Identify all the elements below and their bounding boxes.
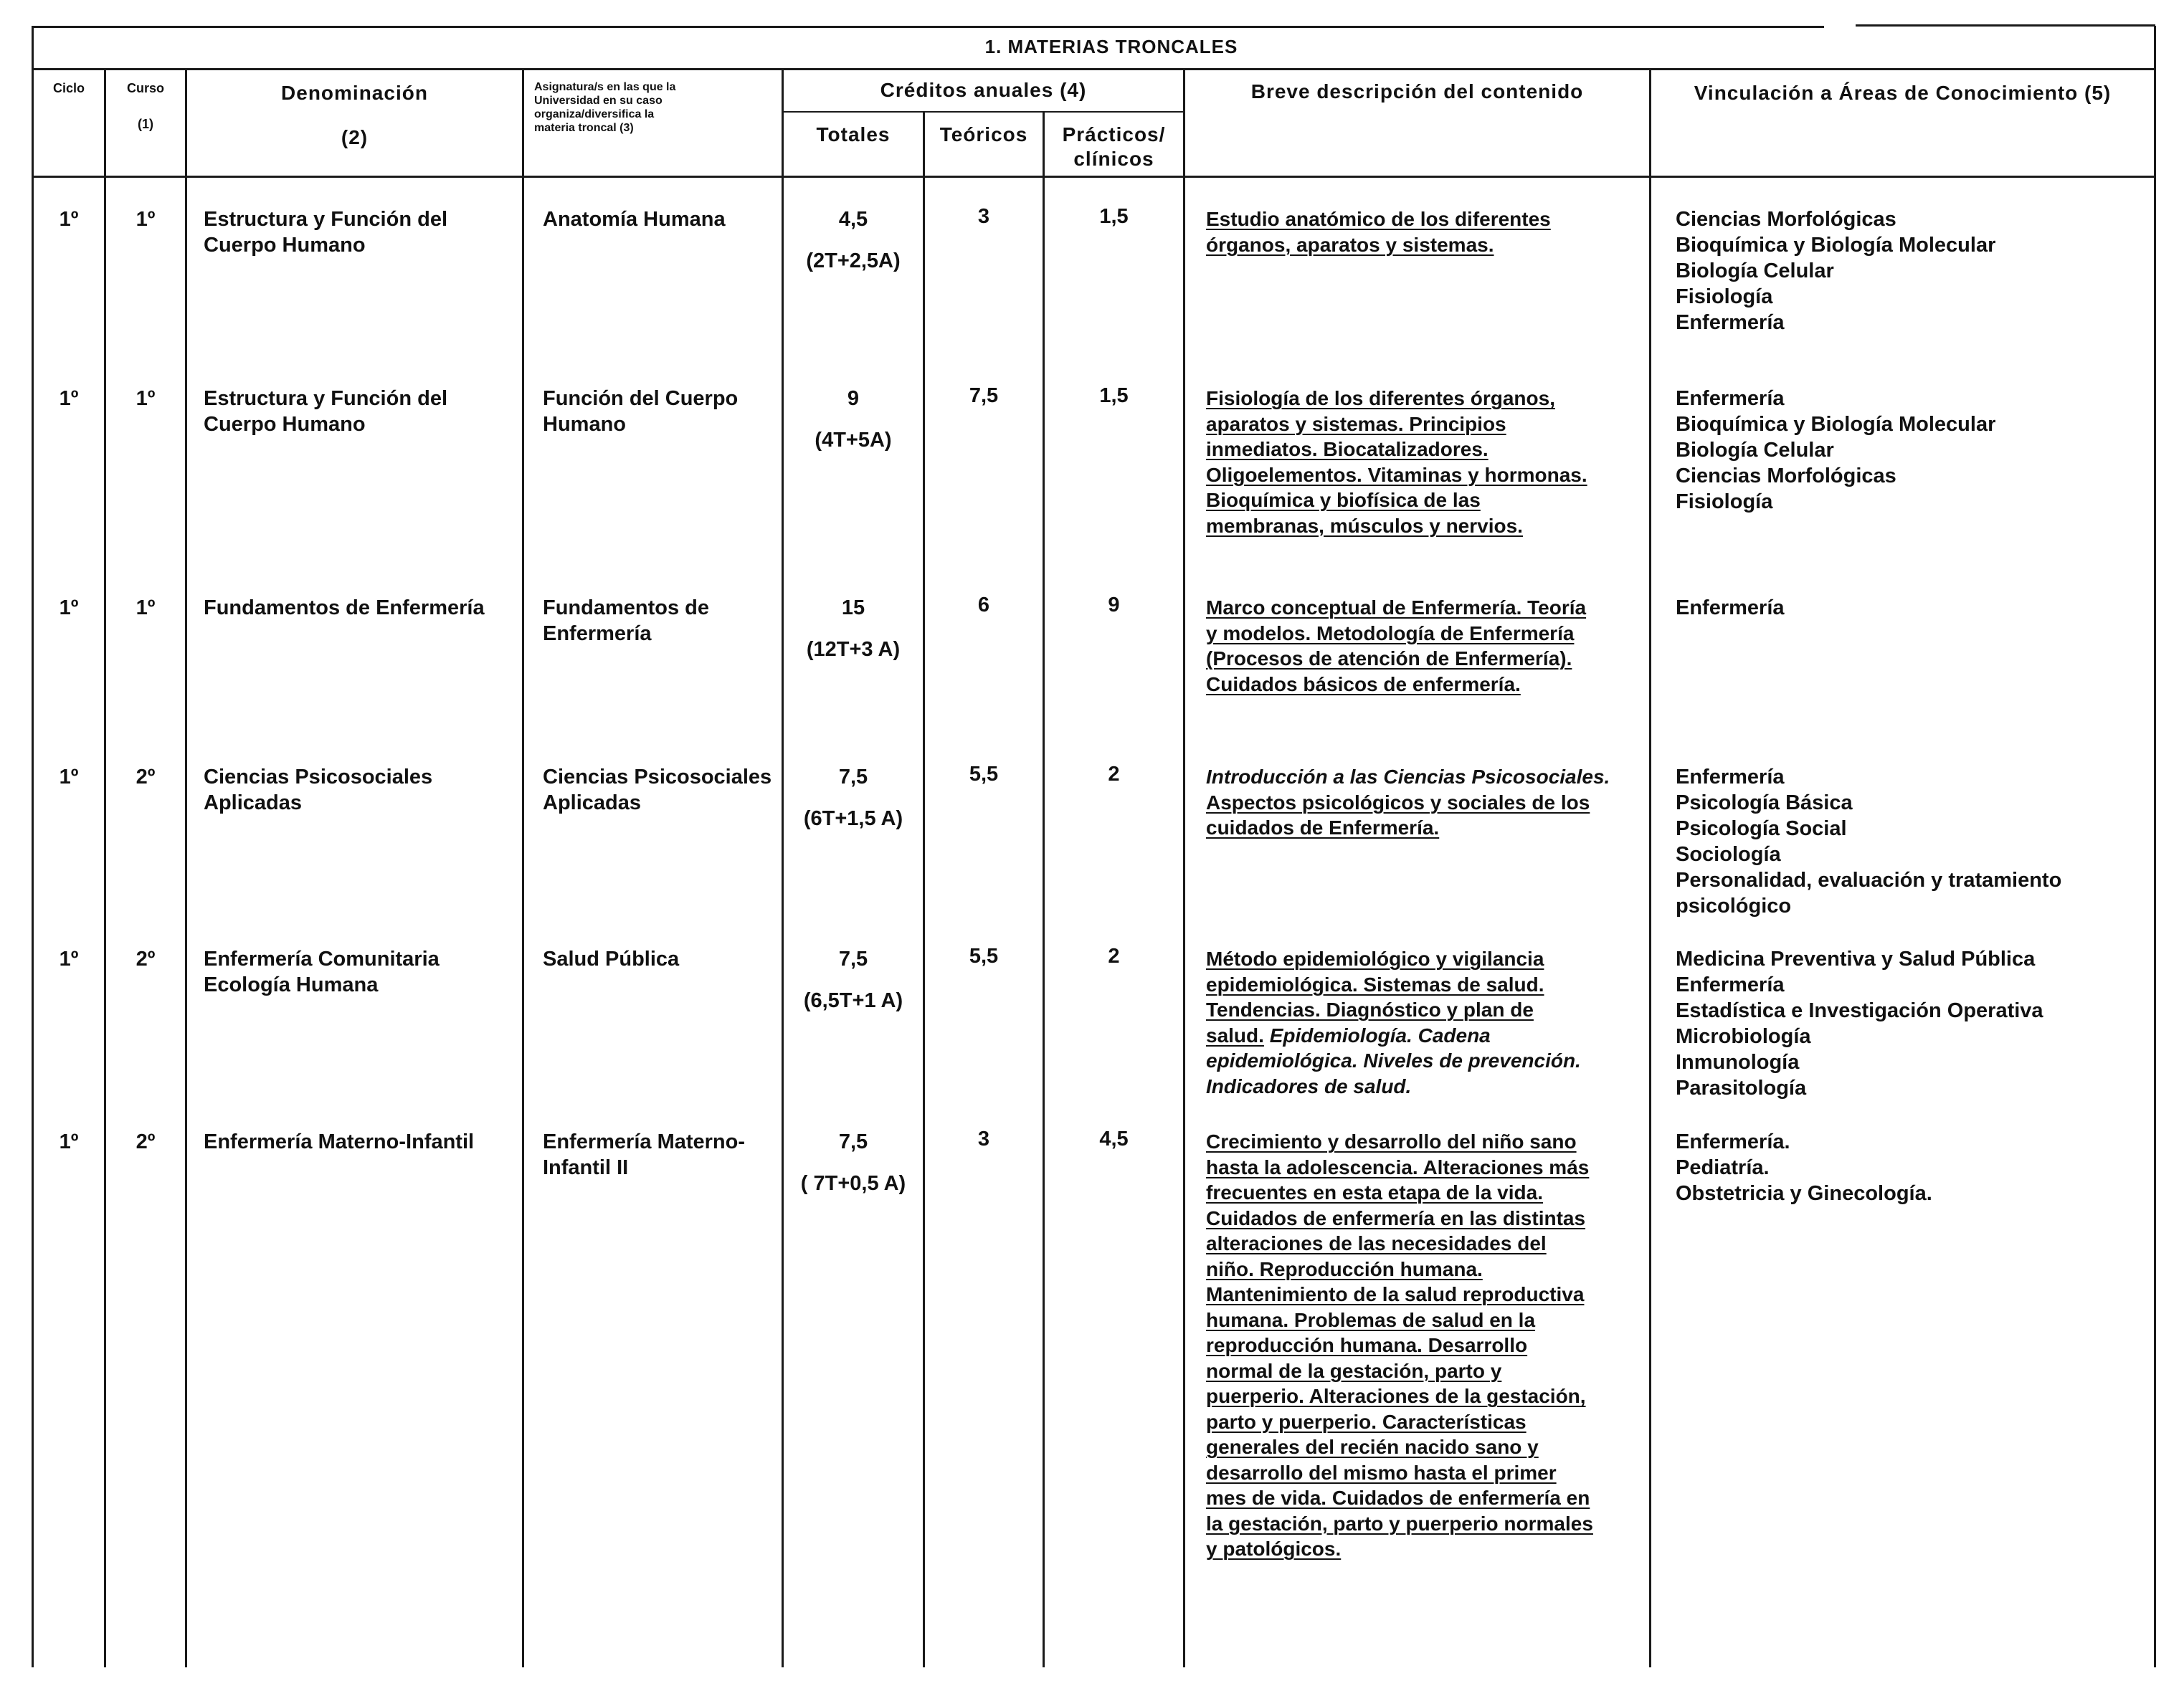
top-border-line (32, 26, 1824, 28)
row-denominacion: Cuerpo Humano (204, 234, 366, 257)
row-creditos-totales-detalle: (6,5T+1 A) (803, 989, 903, 1012)
row-creditos-totales-detalle: (6T+1,5 A) (803, 807, 903, 830)
header-bottom-rule (32, 176, 2156, 178)
row-descripcion-text: epidemiológica. Sistemas de salud. (1206, 973, 1544, 996)
col-border-right (2154, 26, 2156, 1667)
row-descripcion-text: Aspectos psicológicos y sociales de los (1206, 791, 1590, 814)
row-area-conocimiento: Medicina Preventiva y Salud Pública (1676, 948, 2036, 971)
row-descripcion-text: Crecimiento y desarrollo del niño sano (1206, 1130, 1577, 1153)
row-descripcion-line (1206, 1206, 1585, 1232)
header-teoricos: Teóricos (939, 123, 1028, 146)
row-area-conocimiento: Enfermería (1676, 387, 1785, 410)
row-creditos-teoricos: 5,5 (969, 763, 999, 786)
header-denominacion: Denominación (281, 82, 428, 104)
row-creditos-totales: 4,5 (838, 208, 868, 231)
row-area-conocimiento: Fisiología (1676, 490, 1773, 513)
row-descripcion-line (1206, 972, 1544, 998)
row-area-conocimiento: psicológico (1676, 895, 1792, 918)
row-curso: 2º (136, 948, 156, 971)
row-creditos-teoricos: 3 (977, 1128, 990, 1151)
row-creditos-totales-detalle: (12T+3 A) (806, 638, 901, 661)
row-asignatura: Humano (543, 413, 626, 436)
row-descripcion-text: reproducción humana. Desarrollo (1206, 1334, 1528, 1356)
row-descripcion-line (1206, 1074, 1411, 1100)
row-area-conocimiento: Enfermería (1676, 973, 1785, 996)
row-ciclo: 1º (59, 1130, 79, 1153)
header-descripcion: Breve descripción del contenido (1250, 80, 1584, 103)
row-descripcion-text: epidemiológica. Niveles de prevención. (1206, 1049, 1581, 1072)
row-descripcion-line (1206, 621, 1574, 647)
row-descripcion-line (1206, 672, 1521, 697)
row-asignatura: Infantil II (543, 1156, 629, 1179)
row-descripcion-text: cuidados de Enfermería. (1206, 816, 1440, 839)
col-border-teoricos (1043, 113, 1045, 1667)
row-curso: 2º (136, 766, 156, 789)
header-practicos-line-2: clínicos (1073, 148, 1154, 170)
row-area-conocimiento: Microbiología (1676, 1025, 1811, 1048)
row-descripcion-line: salud. Epidemiología. Cadena (1206, 1024, 1491, 1047)
row-descripcion-line (1206, 646, 1572, 672)
row-curso: 2º (136, 1130, 156, 1153)
row-ciclo: 1º (59, 387, 79, 410)
row-descripcion-line (1206, 386, 1555, 411)
row-descripcion-line (1206, 1536, 1341, 1562)
row-descripcion-text: Introducción a las Ciencias Psicosociales. (1206, 766, 1610, 788)
title-rule (32, 68, 2156, 70)
col-border-descripcion (1649, 69, 1651, 1667)
row-asignatura: Anatomía Humana (543, 208, 726, 231)
row-creditos-totales: 15 (841, 596, 865, 619)
row-creditos-totales: 7,5 (838, 1130, 868, 1153)
row-descripcion-text: puerperio. Alteraciones de la gestación, (1206, 1385, 1586, 1407)
row-descripcion-text: frecuentes en esta etapa de la vida. (1206, 1181, 1543, 1204)
row-creditos-teoricos: 7,5 (969, 384, 999, 407)
col-border-left (32, 26, 34, 1667)
row-creditos-practicos: 4,5 (1099, 1128, 1129, 1151)
row-ciclo: 1º (59, 596, 79, 619)
row-area-conocimiento: Biología Celular (1676, 259, 1834, 282)
row-curso: 1º (136, 596, 156, 619)
row-descripcion-text: Mantenimiento de la salud reproductiva (1206, 1283, 1585, 1305)
creditos-subheader-rule (782, 111, 1183, 113)
row-descripcion-text: parto y puerperio. Características (1206, 1410, 1527, 1433)
row-creditos-totales-detalle: ( 7T+0,5 A) (800, 1172, 906, 1195)
row-area-conocimiento: Estadística e Investigación Operativa (1676, 999, 2043, 1022)
table-title: 1. MATERIAS TRONCALES (984, 36, 1238, 57)
row-denominacion: Cuerpo Humano (204, 413, 366, 436)
row-denominacion: Enfermería Comunitaria (204, 948, 440, 971)
col-border-asignatura (782, 69, 784, 1667)
row-descripcion-line (1206, 595, 1586, 621)
row-descripcion-text: generales del recién nacido sano y (1206, 1436, 1539, 1458)
row-creditos-teoricos: 3 (977, 205, 990, 228)
row-descripcion-line (1206, 1383, 1586, 1409)
header-denominacion-note: (2) (341, 126, 369, 148)
row-descripcion-text: Método epidemiológico y vigilancia (1206, 948, 1544, 970)
row-area-conocimiento: Psicología Básica (1676, 791, 1853, 814)
row-area-conocimiento: Inmunología (1676, 1051, 1800, 1074)
row-asignatura: Enfermería (543, 622, 652, 645)
row-area-conocimiento: Psicología Social (1676, 817, 1847, 840)
row-descripcion-line (1206, 946, 1544, 972)
row-descripcion-line (1206, 997, 1534, 1023)
row-descripcion-text: Oligoelementos. Vitaminas y hormonas. (1206, 463, 1587, 486)
row-asignatura: Salud Pública (543, 948, 680, 971)
header-asignaturas-line-4: materia troncal (3) (534, 122, 634, 134)
row-descripcion-line (1206, 1282, 1584, 1307)
row-descripcion-text: normal de la gestación, parto y (1206, 1359, 1502, 1382)
row-descripcion-text: (Procesos de atención de Enfermería). (1206, 647, 1572, 670)
row-descripcion-line (1206, 1333, 1527, 1358)
row-denominacion: Estructura y Función del (204, 208, 447, 231)
row-area-conocimiento: Enfermería. (1676, 1130, 1790, 1153)
header-creditos: Créditos anuales (4) (880, 79, 1087, 101)
row-descripcion-text: Tendencias. Diagnóstico y plan de (1206, 999, 1534, 1021)
header-asignaturas-line-2: Universidad en su caso (534, 95, 663, 107)
row-area-conocimiento: Fisiología (1676, 285, 1773, 308)
row-creditos-practicos: 2 (1108, 945, 1120, 968)
row-descripcion-line (1206, 462, 1587, 488)
row-descripcion-text: Estudio anatómico de los diferentes (1206, 208, 1551, 230)
row-descripcion-text: la gestación, parto y puerperio normales (1206, 1512, 1593, 1535)
header-curso: Curso (126, 81, 164, 95)
row-area-conocimiento: Obstetricia y Ginecología. (1676, 1182, 1932, 1205)
row-descripcion-text: niño. Reproducción humana. (1206, 1257, 1483, 1280)
row-creditos-teoricos: 6 (977, 594, 990, 616)
row-descripcion-line (1206, 1180, 1543, 1206)
row-area-conocimiento: Bioquímica y Biología Molecular (1676, 234, 1996, 257)
row-descripcion-line (1206, 1358, 1501, 1384)
row-descripcion-text: aparatos y sistemas. Principios (1206, 412, 1506, 435)
row-descripcion-text: Fisiología de los diferentes órganos, (1206, 387, 1555, 409)
row-descripcion-text: y patológicos. (1206, 1538, 1342, 1560)
row-creditos-practicos: 2 (1108, 763, 1120, 786)
row-descripcion-text: Indicadores de salud. (1206, 1075, 1412, 1097)
row-curso: 1º (136, 387, 156, 410)
col-border-ciclo (104, 69, 106, 1667)
row-descripcion-line (1206, 790, 1590, 816)
row-descripcion-text: alteraciones de las necesidades del (1206, 1232, 1547, 1254)
row-creditos-practicos: 1,5 (1099, 205, 1129, 228)
header-asignaturas-line-3: organiza/diversifica la (534, 108, 655, 120)
row-denominacion: Aplicadas (204, 791, 302, 814)
row-descripcion-text: Cuidados básicos de enfermería. (1206, 672, 1521, 695)
header-vinculacion: Vinculación a Áreas de Conocimiento (5) (1694, 82, 2112, 104)
col-border-creditos (1183, 69, 1185, 1667)
row-creditos-practicos: 9 (1108, 594, 1120, 616)
row-descripcion-line (1206, 487, 1481, 513)
row-creditos-totales: 7,5 (838, 948, 868, 971)
row-descripcion-text: desarrollo del mismo hasta el primer (1206, 1461, 1557, 1484)
row-asignatura: Ciencias Psicosociales (543, 766, 772, 789)
row-descripcion-text: Marco conceptual de Enfermería. Teoría (1206, 596, 1587, 619)
col-border-curso (185, 69, 187, 1667)
row-asignatura: Aplicadas (543, 791, 641, 814)
row-descripcion-line (1206, 1231, 1547, 1257)
row-area-conocimiento: Enfermería (1676, 596, 1785, 619)
col-border-totales (923, 113, 925, 1667)
row-descripcion-line (1206, 437, 1489, 462)
row-denominacion: Enfermería Materno-Infantil (204, 1130, 475, 1153)
row-denominacion: Estructura y Función del (204, 387, 447, 410)
row-descripcion-text: hasta la adolescencia. Alteraciones más (1206, 1156, 1590, 1178)
row-creditos-totales-detalle: (2T+2,5A) (806, 249, 901, 272)
row-descripcion-line (1206, 1048, 1581, 1074)
row-descripcion-line (1206, 1155, 1589, 1181)
row-descripcion-text: membranas, músculos y nervios. (1206, 514, 1523, 537)
row-creditos-totales: 9 (847, 387, 860, 410)
row-descripcion-line (1206, 1129, 1577, 1155)
header-practicos-line-1: Prácticos/ (1062, 123, 1166, 146)
row-descripcion-text: inmediatos. Biocatalizadores. (1206, 438, 1489, 460)
row-creditos-totales: 7,5 (838, 766, 868, 789)
row-asignatura: Función del Cuerpo (543, 387, 739, 410)
row-area-conocimiento: Ciencias Morfológicas (1676, 208, 1896, 231)
row-denominacion: Fundamentos de Enfermería (204, 596, 485, 619)
row-descripcion-line (1206, 1409, 1527, 1435)
row-descripcion-text: y modelos. Metodología de Enfermería (1206, 621, 1575, 644)
row-area-conocimiento: Parasitología (1676, 1077, 1807, 1100)
row-area-conocimiento: Bioquímica y Biología Molecular (1676, 413, 1996, 436)
row-denominacion: Ciencias Psicosociales (204, 766, 433, 789)
row-asignatura: Enfermería Materno- (543, 1130, 746, 1153)
row-descripcion-line (1206, 411, 1506, 437)
row-descripcion-line (1206, 1485, 1590, 1511)
row-descripcion-text: mes de vida. Cuidados de enfermería en (1206, 1487, 1590, 1509)
row-creditos-practicos: 1,5 (1099, 384, 1129, 407)
row-ciclo: 1º (59, 208, 79, 231)
header-ciclo: Ciclo (52, 81, 85, 95)
header-totales: Totales (816, 123, 891, 146)
row-ciclo: 1º (59, 766, 79, 789)
header-curso-note: (1) (138, 117, 153, 131)
row-descripcion-line (1206, 764, 1610, 790)
row-area-conocimiento: Ciencias Morfológicas (1676, 465, 1896, 487)
row-area-conocimiento: Sociología (1676, 843, 1781, 866)
row-area-conocimiento: Biología Celular (1676, 439, 1834, 462)
row-area-conocimiento: Pediatría. (1676, 1156, 1770, 1179)
row-curso: 1º (136, 208, 156, 231)
row-descripcion-line (1206, 1434, 1539, 1460)
row-descripcion-text: Cuidados de enfermería en las distintas (1206, 1206, 1586, 1229)
row-descripcion-line (1206, 232, 1494, 258)
top-border-line-right (1856, 24, 2155, 27)
row-denominacion: Ecología Humana (204, 973, 379, 996)
row-creditos-totales-detalle: (4T+5A) (815, 429, 892, 452)
header-asignaturas-line-1: Asignatura/s en las que la (534, 81, 676, 93)
row-descripcion-line (1206, 1460, 1557, 1486)
row-descripcion-line (1206, 1307, 1535, 1333)
row-area-conocimiento: Enfermería (1676, 311, 1785, 334)
row-asignatura: Fundamentos de (543, 596, 710, 619)
row-descripcion-text: órganos, aparatos y sistemas. (1206, 233, 1494, 256)
row-descripcion-line (1206, 513, 1523, 539)
row-descripcion-text: Bioquímica y biofísica de las (1206, 489, 1481, 511)
row-descripcion-line (1206, 815, 1439, 841)
row-area-conocimiento: Personalidad, evaluación y tratamiento (1676, 869, 2062, 892)
row-ciclo: 1º (59, 948, 79, 971)
row-creditos-teoricos: 5,5 (969, 945, 999, 968)
row-descripcion-line (1206, 1511, 1593, 1537)
col-border-denominacion (522, 69, 524, 1667)
row-descripcion-text: humana. Problemas de salud en la (1206, 1308, 1536, 1331)
row-descripcion-line (1206, 206, 1551, 232)
row-area-conocimiento: Enfermería (1676, 766, 1785, 789)
row-descripcion-line (1206, 1257, 1483, 1282)
